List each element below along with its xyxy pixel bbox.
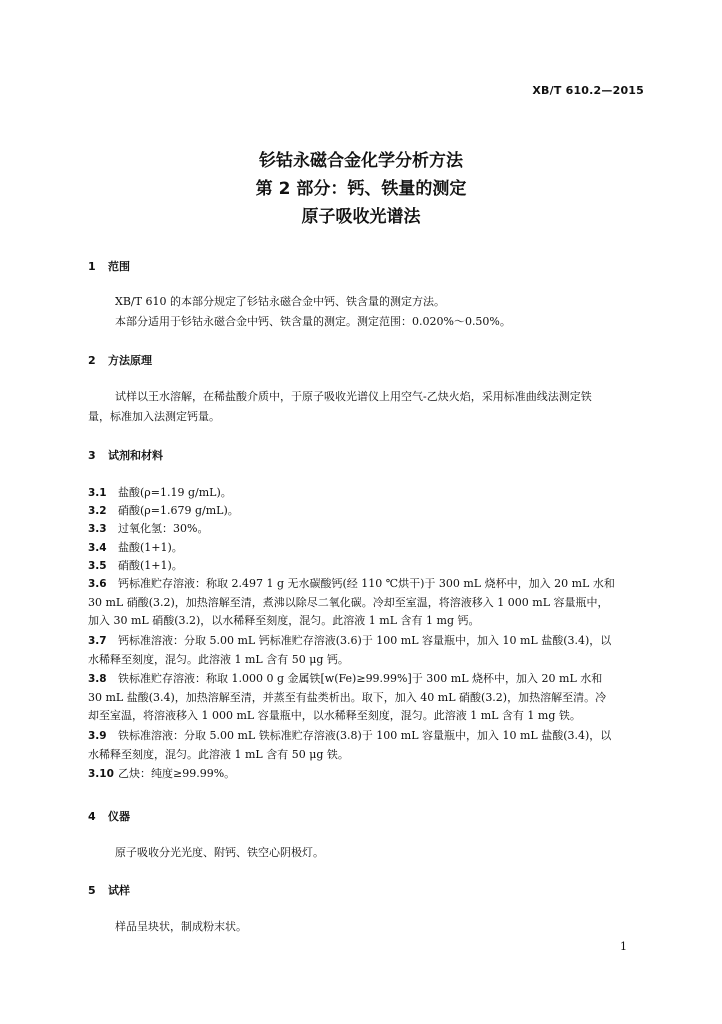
item-number: 3.4 [88,542,107,554]
section-number: 1 [88,260,96,273]
section-1-paragraph-2: 本部分适用于钐钴永磁合金中钙、铁含量的测定。测定范围：0.020%～0.50%。 [115,315,511,328]
item-number: 3.1 [88,487,107,499]
item-number: 3.8 [88,673,107,685]
item-text: 铁标准溶液：分取 5.00 mL 铁标准贮存溶液(3.8)于 100 mL 容量瓶中，加入 10 mL 盐酸(3.4)，以 [118,729,612,742]
section-title: 试剂和材料 [108,449,163,462]
section-2-heading [88,352,152,368]
item-number: 3.3 [88,523,107,535]
item-text: 水稀释至刻度，混匀。此溶液 1 mL 含有 50 μg 钙。 [88,652,349,666]
item-text: 30 mL 盐酸(3.4)，加热溶解至清，并蒸至有盐类析出。取下，加入 40 mL 硝酸(3.2)，加热溶解至清。冷 [88,690,607,704]
page-number: 1 [620,940,627,953]
item-text: 铁标准贮存溶液：称取 1.000 0 g 金属铁[w(Fe)≥99.99%]于 300 mL 烧杯中，加入 20 mL 水和 [118,672,603,685]
title-line-3: 原子吸收光谱法 [301,207,421,227]
text-line: 试样以王水溶解，在稀盐酸介质中，于原子吸收光谱仪上用空气-乙炔火焰，采用标准曲线法测定铁 [115,390,592,403]
section-number: 5 [88,884,96,897]
section-5-heading [88,882,130,898]
title-line-2: 第 2 部分：钙、铁量的测定 [255,179,467,199]
item-text: 水稀释至刻度，混匀。此溶液 1 mL 含有 50 μg 铁。 [88,747,349,761]
item-text: 过氧化氢：30%。 [118,522,209,535]
item-text: 乙炔：纯度≥99.99%。 [118,767,236,780]
section-number: 2 [88,354,96,367]
item-text: 加入 30 mL 硝酸(3.2)，以水稀释至刻度，混匀。此溶液 1 mL 含有 1 mg 钙。 [88,614,480,627]
item-3-7 [88,632,650,669]
item-3-5 [88,557,650,576]
item-number: 3.5 [88,560,107,572]
section-number: 3 [88,449,96,462]
section-4-heading [88,808,130,824]
item-3-6 [88,575,650,631]
section-1-heading [88,258,130,274]
item-3-10 [88,765,650,784]
section-number: 4 [88,810,96,823]
section-5-paragraph: 样品呈块状，制成粉末状。 [115,920,247,933]
title-line-1: 钐钴永磁合金化学分析方法 [259,151,463,171]
item-3-4 [88,539,650,558]
item-3-8 [88,670,650,726]
item-number: 3.9 [88,730,107,742]
section-title: 方法原理 [108,354,152,367]
item-number: 3.10 [88,768,114,780]
item-text: 钙标准溶液：分取 5.00 mL 钙标准贮存溶液(3.6)于 100 mL 容量瓶中，加入 10 mL 盐酸(3.4)，以 [118,634,612,647]
item-number: 3.7 [88,635,107,647]
item-text: 却至室温，将溶液移入 1 000 mL 容量瓶中，以水稀释至刻度，混匀。此溶液 1 mL 含有 1 mg 铁。 [88,709,581,722]
item-number: 3.2 [88,505,107,517]
section-2-paragraph [88,387,650,427]
item-text: 硝酸(ρ=1.679 g/mL)。 [118,504,239,517]
section-4-paragraph: 原子吸收分光光度、附钙、铁空心阴极灯。 [115,846,324,859]
section-1-paragraph-1: XB/T 610 的本部分规定了钐钴永磁合金中钙、铁含量的测定方法。 [115,295,445,308]
item-text: 盐酸(ρ=1.19 g/mL)。 [118,486,232,499]
item-3-9 [88,727,650,764]
item-3-1 [88,484,650,503]
section-title: 仪器 [108,810,130,823]
item-text: 盐酸(1+1)。 [118,541,183,554]
section-title: 范围 [108,260,130,273]
item-text: 钙标准贮存溶液：称取 2.497 1 g 无水碳酸钙(经 110 ℃烘干)于 300 mL 烧杯中，加入 20 mL 水和 [118,577,615,590]
section-3-heading [88,447,163,463]
item-text: 30 mL 硝酸(3.2)，加热溶解至清，煮沸以除尽二氧化碳。冷却至室温，将溶液移入 1 000 mL 容量瓶中， [88,595,609,609]
item-3-3 [88,520,650,539]
section-title: 试样 [108,884,130,897]
standard-number: XB/T 610.2—2015 [532,84,644,97]
text-line: 量，标准加入法测定钙量。 [88,410,220,423]
item-text: 硝酸(1+1)。 [118,559,183,572]
item-number: 3.6 [88,578,107,590]
item-3-2 [88,502,650,521]
